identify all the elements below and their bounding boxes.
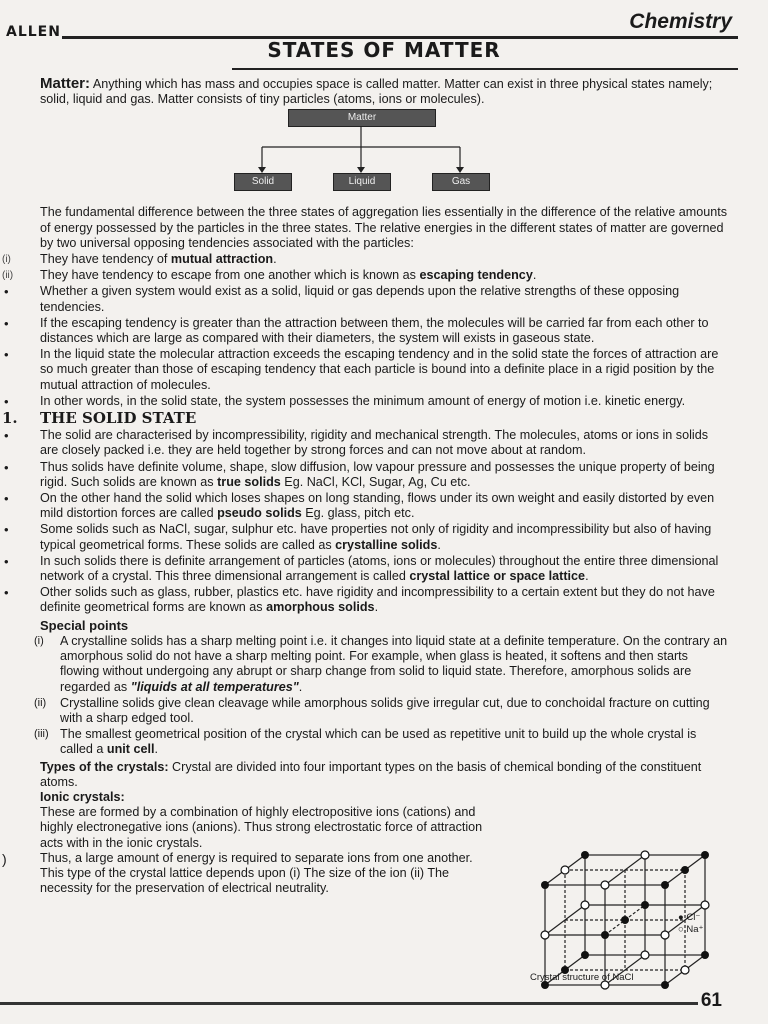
margin-bracket: ) (2, 851, 7, 867)
bullet-dot: • (4, 491, 9, 507)
bullet-dot: • (4, 315, 9, 331)
bullet-bold: true solids (217, 474, 281, 489)
bullet-text: Some solids such as NaCl, sugar, sulphur etc. have properties not only of rigidity and incompressibility but also of having typical geometrical forms. These solids are called as (40, 522, 712, 552)
bullet-text: In such solids there is definite arrangement of particles (atoms, ions or molecules) throughout the entire three dimensional network of a crystal. This three dimensional arrangement is called (40, 553, 719, 584)
tendency-marker: (ii) (2, 270, 14, 282)
subject-label: Chemistry (629, 10, 732, 33)
section-number: 1. (2, 409, 18, 428)
bullet-text: In the liquid state the molecular attraction exceeds the escaping tendency and in the solid state the forces of attraction are so much greater than those of escaping tendency that each particle is bound into a definite place in a rigid position by the mutual attraction of molecules. (40, 347, 719, 392)
main-content (2, 75, 728, 896)
bullet-item (4, 393, 728, 409)
types-lead: Types of the crystals: (40, 759, 169, 774)
solid-bullet (4, 459, 728, 490)
ionic-paragraph: These are formed by a combination of highly electropositive ions (cations) and highly electronegative ions (anions). Thus strong electrostatic force of attraction acts with in the ionic crystals. (40, 805, 483, 850)
figure-caption: Crystal structure of NaCl (530, 972, 634, 983)
special-point (34, 695, 728, 726)
special-point-number: (ii) (34, 696, 47, 709)
special-point-text: Crystalline solids give clean cleavage while amorphous solids give irregular cut, due to conchoidal fracture on cutting with a sharp edged tool. (60, 695, 710, 725)
tendency-item (2, 252, 728, 267)
types-paragraph (40, 760, 728, 790)
special-point-bold: "liquids at all temperatures" (130, 679, 299, 694)
solid-bullet (4, 491, 728, 521)
fundamental-paragraph: The fundamental difference between the three states of aggregation lies essentially in the difference of the relative amounts of energy possessed by the particles in the three states. The relative energies in the different states of matter are governed by two universal opposing tendencies associated with the particles: (40, 205, 728, 250)
ionic-heading: Ionic crystals: (40, 789, 125, 804)
tendency-bold: mutual attraction (170, 252, 274, 267)
bullet-dot: • (4, 284, 9, 300)
bullet-dot: • (4, 347, 9, 363)
solid-bullet (4, 553, 728, 584)
ionic-section (40, 790, 490, 896)
bullet-bold: pseudo solids (217, 506, 302, 521)
tendency-text: They have tendency of (40, 252, 171, 267)
brand-logo: ALLEN (6, 24, 61, 40)
bullet-text: On the other hand the solid which loses shapes on long standing, flows under its own weight and easily distorted by even mild distortion forces are called (40, 491, 715, 521)
bullet-bold: amorphous solids (266, 600, 375, 615)
page-title: STATES OF MATTER (267, 38, 501, 62)
special-point-post: . (154, 742, 159, 757)
tendency-item (2, 268, 728, 283)
special-point (34, 727, 728, 757)
bullet-item (4, 347, 728, 393)
special-point-post: . (298, 679, 303, 694)
tendency-bold: escaping tendency (419, 268, 533, 283)
ionic-paragraph: Thus, a large amount of energy is required to separate ions from one another. This type of the crystal lattice depends upon (i) The size of the ion (ii) The necessity for the preservation of electrical neutrality. (40, 850, 473, 896)
matter-lead: Matter: (40, 75, 91, 92)
bullet-text: Thus solids have definite volume, shape, slow diffusion, low vapour pressure and possesses the unique property of being rigid. Such solids are known as (40, 459, 715, 489)
special-point (34, 633, 728, 695)
intro-text: Anything which has mass and occupies space is called matter. Matter can exist in three physical states namely; solid, liquid and gas. Matter consists of tiny particles (atoms, ions or molecules). (40, 77, 713, 107)
crystal-legend (678, 912, 704, 936)
special-point-number: (i) (34, 634, 44, 647)
bullet-dot: • (4, 428, 9, 444)
bullet-bold: crystalline solids (335, 537, 438, 552)
legend-cl: ● Cl⁻ (678, 912, 701, 923)
bullet-dot: • (4, 459, 9, 475)
diagram-child-liquid: Liquid (333, 173, 391, 191)
diagram-child-gas: Gas (432, 173, 490, 191)
bullet-text: If the escaping tendency is greater than the attraction between them, the molecules will be carried far from each other to distances which are large as compared with their diameters, the system will exists in gaseous state. (40, 315, 709, 346)
tendency-post: . (532, 268, 537, 283)
page-number: 61 (700, 990, 722, 1011)
intro-paragraph (40, 76, 728, 107)
bullet-item (4, 315, 728, 346)
legend-na-label: Na⁺ (686, 924, 704, 935)
bullet-bold: crystal lattice or space lattice (409, 569, 586, 584)
bullet-dot: • (4, 522, 9, 538)
bullet-text: The solid are characterised by incompressibility, rigidity and mechanical strength. The molecules, atoms or ions in solids are closely packed i.e. they are held together by strong forces and can not move about at random. (40, 428, 709, 458)
special-points-heading: Special points (40, 617, 129, 633)
bullet-text: In other words, in the solid state, the system possesses the minimum amount of energy of motion i.e. kinetic energy. (40, 393, 686, 408)
bullet-post: . (374, 600, 379, 615)
bullet-post: Eg. glass, pitch etc. (301, 506, 415, 521)
bullet-dot: • (4, 585, 9, 601)
bullet-item (4, 284, 728, 314)
diagram-child-solid: Solid (234, 173, 292, 191)
special-point-bold: unit cell (106, 742, 155, 757)
bullet-text: Whether a given system would exist as a solid, liquid or gas depends upon the relative strengths of these opposing tendencies. (40, 284, 680, 314)
diagram-root-box: Matter (288, 109, 436, 127)
bullet-post: Eg. NaCl, KCl, Sugar, Ag, Cu etc. (280, 474, 471, 489)
tendency-marker: (i) (2, 254, 11, 266)
solid-bullet (4, 428, 728, 458)
legend-na: ○ Na⁺ (678, 924, 704, 935)
section-title: THE SOLID STATE (40, 409, 197, 428)
footer-rule (0, 1002, 698, 1005)
special-point-number: (iii) (34, 728, 49, 741)
solid-bullet (4, 585, 728, 615)
special-point-text: A crystalline solids has a sharp melting point i.e. it changes into liquid state at a definite temperature. On the contrary an amorphous solid do not have a sharp melting point. For example, when glass is heated, it softens and then starts flowing without undergoing any abrupt or sharp change from solid to liquid state. Therefore, amorphous solids are regarded as (60, 633, 728, 694)
matter-diagram (40, 107, 728, 205)
title-rule (232, 68, 738, 70)
bullet-dot: • (4, 553, 9, 569)
bullet-post: . (585, 569, 589, 584)
special-point-text: The smallest geometrical position of the crystal which can be used as repetitive unit to build up the whole crystal is called a (60, 727, 697, 757)
section-heading (2, 409, 728, 428)
types-text: Crystal are divided into four important types on the basis of chemical bonding of the constituent atoms. (40, 759, 702, 789)
bullet-post: . (437, 537, 441, 552)
bullet-dot: • (4, 393, 9, 409)
tendency-post: . (273, 252, 277, 267)
legend-cl-label: Cl⁻ (686, 912, 701, 923)
tendency-text: They have tendency to escape from one another which is known as (40, 268, 420, 283)
bullet-text: Other solids such as glass, rubber, plastics etc. have rigidity and incompressibility to a certain extent but they do not have definite geometrical forms are known as (40, 585, 715, 615)
solid-bullet (4, 522, 728, 552)
